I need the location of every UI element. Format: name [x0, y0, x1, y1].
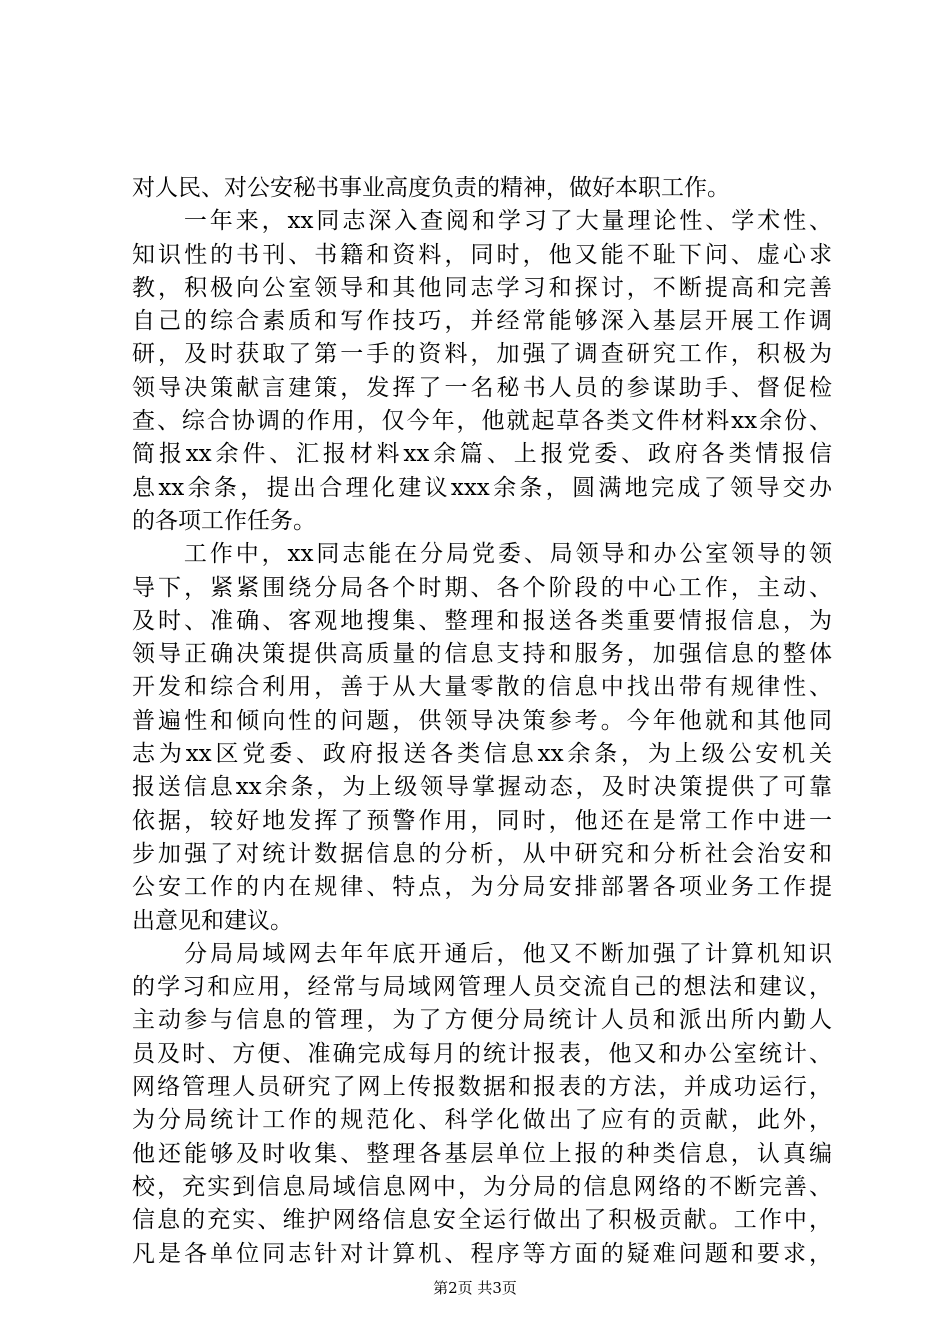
text-line: 的各项工作任务。	[132, 507, 316, 534]
text-line: 员及时、方便、准确完成每月的统计报表，他又和办公室统计、	[132, 1040, 832, 1067]
text-line: 知识性的书刊、书籍和资料，同时，他又能不耻下问、虚心求	[132, 241, 832, 268]
text-line: 志为xx区党委、政府报送各类信息xx余条，为上级公安机关	[132, 741, 832, 768]
text-line: 步加强了对统计数据信息的分析，从中研究和分析社会治安和	[132, 840, 832, 867]
text-line: 报送信息xx余条，为上级领导掌握动态，及时决策提供了可靠	[132, 774, 832, 801]
text-line: 息xx余条，提出合理化建议xxx余条，圆满地完成了领导交办	[132, 474, 832, 501]
text-line: 为分局统计工作的规范化、科学化做出了应有的贡献，此外，	[132, 1107, 832, 1134]
text-line: 网络管理人员研究了网上传报数据和报表的方法，并成功运行，	[132, 1074, 832, 1101]
text-line: 信息的充实、维护网络信息安全运行做出了积极贡献。工作中，	[132, 1207, 832, 1234]
text-line: 简报xx余件、汇报材料xx余篇、上报党委、政府各类情报信	[132, 441, 832, 468]
text-line: 领导决策献言建策，发挥了一名秘书人员的参谋助手、督促检	[132, 374, 832, 401]
text-line: 普遍性和倾向性的问题，供领导决策参考。今年他就和其他同	[132, 707, 832, 734]
text-line: 分局局域网去年年底开通后，他又不断加强了计算机知识	[132, 940, 832, 967]
text-line: 校，充实到信息局域信息网中，为分局的信息网络的不断完善、	[132, 1173, 832, 1200]
text-line: 研，及时获取了第一手的资料，加强了调查研究工作，积极为	[132, 341, 832, 368]
text-line: 他还能够及时收集、整理各基层单位上报的种类信息，认真编	[132, 1140, 832, 1167]
text-line: 领导正确决策提供高质量的信息支持和服务，加强信息的整体	[132, 641, 832, 668]
text-line: 教，积极向公室领导和其他同志学习和探讨，不断提高和完善	[132, 274, 832, 301]
text-line: 自己的综合素质和写作技巧，并经常能够深入基层开展工作调	[132, 308, 832, 335]
text-line: 凡是各单位同志针对计算机、程序等方面的疑难问题和要求，	[132, 1240, 832, 1267]
page-number-label: 第2页 共3页	[433, 1279, 517, 1297]
text-line: 查、综合协调的作用，仅今年，他就起草各类文件材料xx余份、	[132, 408, 832, 435]
page-footer	[0, 1278, 950, 1298]
text-line: 公安工作的内在规律、特点，为分局安排部署各项业务工作提	[132, 874, 832, 901]
text-line: 主动参与信息的管理，为了方便分局统计人员和派出所内勤人	[132, 1007, 832, 1034]
text-line: 开发和综合利用，善于从大量零散的信息中找出带有规律性、	[132, 674, 832, 701]
text-line: 一年来，xx同志深入查阅和学习了大量理论性、学术性、	[132, 208, 832, 235]
text-line: 对人民、对公安秘书事业高度负责的精神，做好本职工作。	[132, 175, 730, 201]
document-body	[132, 172, 832, 1271]
text-line: 的学习和应用，经常与局域网管理人员交流自己的想法和建议，	[132, 974, 832, 1001]
text-line: 依据，较好地发挥了预警作用，同时，他还在是常工作中进一	[132, 807, 832, 834]
text-line: 导下，紧紧围绕分局各个时期、各个阶段的中心工作，主动、	[132, 574, 832, 601]
text-line: 出意见和建议。	[132, 907, 293, 934]
text-line: 及时、准确、客观地搜集、整理和报送各类重要情报信息，为	[132, 607, 832, 634]
text-line: 工作中，xx同志能在分局党委、局领导和办公室领导的领	[132, 541, 832, 568]
